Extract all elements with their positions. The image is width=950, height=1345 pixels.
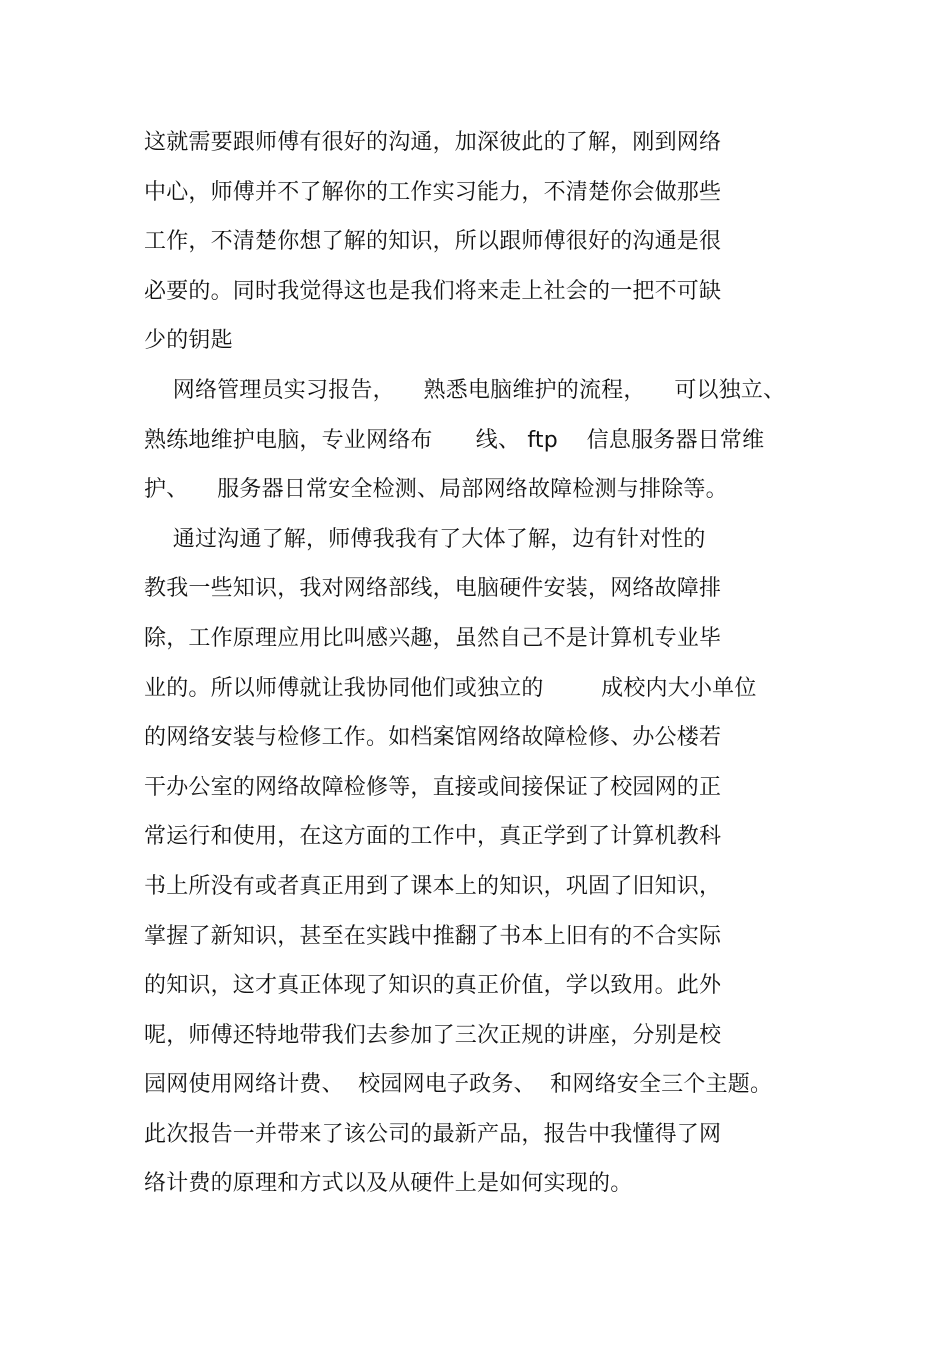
text-line: 掌握了新知识，甚至在实践中推翻了书本上旧有的不合实际 (144, 923, 722, 949)
text-line: 必要的。同时我觉得这也是我们将来走上社会的一把不可缺 (144, 278, 722, 304)
text-line: 工作，不清楚你想了解的知识，所以跟师傅很好的沟通是很 (144, 229, 722, 255)
text-line: 通过沟通了解，师傅我我有了大体了解，边有针对性的 (144, 526, 706, 552)
text-line: 络计费的原理和方式以及从硬件上是如何实现的。 (144, 1171, 633, 1197)
text-line: 此次报告一并带来了该公司的最新产品，报告中我懂得了网 (144, 1121, 722, 1147)
text-line: 除，工作原理应用比叫感兴趣，虽然自己不是计算机专业毕 (144, 625, 722, 651)
text-line: 少的钥匙 (144, 328, 233, 354)
text-line: 护、 服务器日常安全检测、局部网络故障检测与排除等。 (144, 477, 728, 503)
text-line: 的知识，这才真正体现了知识的真正价值，学以致用。此外 (144, 973, 722, 999)
text-line: 书上所没有或者真正用到了课本上的知识，巩固了旧知识， (144, 873, 722, 899)
text-line: 熟练地维护电脑，专业网络布 线、 ftp 信息服务器日常维 (144, 427, 765, 453)
text-line: 教我一些知识，我对网络部线，电脑硬件安装，网络故障排 (144, 576, 722, 602)
report-body-text (144, 118, 824, 1209)
text-line: 这就需要跟师傅有很好的沟通，加深彼此的了解，刚到网络 (144, 130, 722, 155)
text-line: 呢，师傅还特地带我们去参加了三次正规的讲座，分别是校 (144, 1022, 722, 1048)
text-line: 的网络安装与检修工作。如档案馆网络故障检修、办公楼若 (144, 725, 722, 751)
text-line: 常运行和使用，在这方面的工作中，真正学到了计算机教科 (144, 824, 722, 850)
text-line: 中心，师傅并不了解你的工作实习能力，不清楚你会做那些 (144, 179, 722, 205)
text-line: 网络管理员实习报告， 熟悉电脑维护的流程， 可以独立、 (144, 377, 786, 403)
text-line: 业的。所以师傅就让我协同他们或独立的 成校内大小单位 (144, 675, 757, 701)
text-line: 园网使用网络计费、 校园网电子政务、 和网络安全三个主题。 (144, 1072, 773, 1098)
text-line: 干办公室的网络故障检修等，直接或间接保证了校园网的正 (144, 774, 722, 800)
